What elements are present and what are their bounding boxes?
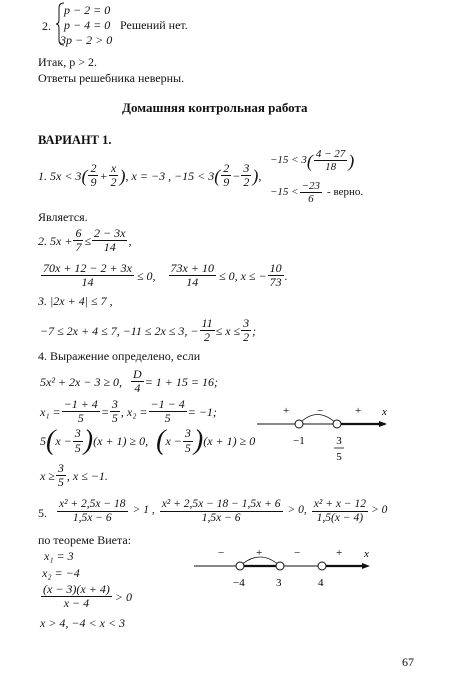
sign-plus: +	[283, 405, 290, 417]
page-heading: Домашняя контрольная работа	[122, 100, 308, 115]
paren-open: (	[81, 165, 88, 186]
p5-gt: > 0	[114, 589, 132, 604]
fraction: $\frac{6}{7}$	[75, 226, 82, 255]
p4-fb: x −	[55, 434, 72, 448]
sign-plus: +	[256, 547, 263, 559]
fraction: $\frac{-1 + 4}{5}$	[63, 397, 98, 426]
p3-a: −7 ≤ 2x + 4 ≤ 7, −11 ≤ 2x ≤ 3, −	[40, 323, 199, 338]
sign-minus: −	[218, 547, 225, 559]
problem-5-answer: x > 4, −4 < x < 3	[40, 616, 126, 630]
root-2: x₂ = −4	[42, 566, 80, 580]
x1-pre: x₁ =	[40, 404, 61, 419]
p4-gc: (x + 1) ≥ 0	[203, 434, 256, 448]
fraction: $\frac{4 - 27}{18}$	[315, 148, 346, 174]
p3-b: ≤ x ≤	[215, 323, 241, 338]
point-open	[295, 420, 303, 428]
vieta-line: по теореме Виета:	[38, 533, 132, 547]
fraction: $\frac{2}{9}$	[223, 161, 230, 190]
problem-1-result-2	[270, 180, 363, 205]
fraction: $\frac{(x - 3)(x + 4)}{x - 4}$	[43, 582, 110, 611]
fraction: $\frac{2 - 3x}{14}$	[94, 226, 126, 255]
ans-post: , x ≤ −1.	[66, 468, 108, 483]
p1-r2-pre: −15 <	[270, 186, 299, 199]
point-open	[318, 562, 326, 570]
paren-close: )	[119, 165, 126, 186]
fraction: $\frac{-1 - 4}{5}$	[150, 397, 185, 426]
point-open	[236, 562, 244, 570]
comma: ,	[128, 233, 132, 248]
variant-title: ВАРИАНТ 1.	[38, 133, 112, 147]
p2-t1: ≤ 0,	[136, 268, 156, 283]
system-eq-2: p − 4 = 0	[64, 18, 111, 32]
axis-var: x	[364, 548, 369, 560]
p2-pre: 2. 5x +	[38, 233, 73, 248]
number-line-1	[255, 400, 405, 472]
problem-4-factored	[40, 427, 255, 455]
paren-open: (	[214, 165, 221, 186]
p1-mid: , x = −3 , −15 < 3	[125, 168, 215, 183]
p4-quad: 5x² + 2x − 3 ≥ 0,	[40, 374, 123, 389]
x2-pre: , x₂ =	[120, 404, 148, 419]
root-1: x₁ = 3	[44, 549, 74, 563]
p4-fc: (x + 1) ≥ 0,	[93, 434, 149, 448]
paren-close: )	[83, 425, 94, 456]
fraction: $\frac{3}{5}$	[57, 461, 64, 490]
p1-r1-pre: −15 < 3	[270, 154, 307, 167]
equals: =	[100, 404, 109, 419]
sign-plus: +	[336, 547, 343, 559]
point-label-num: 3	[336, 435, 342, 447]
problem-5-fraction	[40, 583, 132, 610]
fraction: $\frac{70x + 12 - 2 + 3x}{14}$	[43, 261, 132, 290]
fraction: $\frac{3}{2}$	[243, 316, 250, 345]
problem-4-line-1: 4. Выражение определено, если	[38, 349, 201, 363]
coef: 5	[40, 434, 46, 448]
system-note: Решений нет.	[120, 18, 188, 32]
paren-open: (	[46, 425, 56, 456]
problem-4-line-2	[40, 368, 218, 395]
problem-2b-line-1	[38, 227, 131, 254]
problem-5-number: 5.	[38, 506, 47, 520]
fraction: $\frac{3}{5}$	[184, 426, 191, 455]
paren-close: )	[252, 165, 259, 186]
axis-var: x	[382, 406, 387, 418]
fraction: $\frac{2}{9}$	[90, 161, 97, 190]
p1-start: 1. 5x < 3	[38, 168, 82, 183]
conclusion-line: Итак, p > 2.	[38, 55, 97, 69]
semicolon: ;	[252, 323, 257, 338]
p5-t2: > 0,	[287, 504, 307, 517]
p2-t2: ≤ 0, x ≤ −	[218, 268, 267, 283]
p4-disc: = 1 + 15 = 16;	[144, 374, 218, 389]
fraction: $\frac{-23}{6}$	[301, 180, 321, 206]
problem-2-number: 2.	[42, 19, 51, 33]
p1-verdict: - верно.	[327, 186, 364, 199]
problem-3-line-2	[40, 317, 256, 344]
page-number: 67	[402, 655, 414, 669]
point-label: −4	[233, 577, 245, 589]
paren-open: (	[306, 150, 313, 171]
fraction: $\frac{D}{4}$	[133, 367, 142, 396]
p4-ga: x −	[165, 434, 182, 448]
answers-note: Ответы решебника неверны.	[38, 71, 185, 85]
problem-4-answer	[40, 462, 108, 489]
fraction: $\frac{\text{x² + 2,5x − 18 − 1,5x + 6}}{1,5x - 6}$	[161, 498, 281, 524]
point-label: 3	[276, 577, 282, 589]
system-eq-1: p − 2 = 0	[64, 3, 111, 17]
fraction: $\frac{\text{x² + 2,5x − 18}}{1,5x - 6}$	[59, 498, 126, 524]
sign-minus: −	[294, 547, 301, 559]
paren-close: )	[193, 425, 204, 456]
minus-sign: −	[232, 168, 241, 183]
p5-t3: > 0	[370, 504, 388, 517]
fraction: $\frac{3}{2}$	[243, 161, 250, 190]
problem-3-line-1: 3. |2x + 4| ≤ 7 ,	[38, 294, 113, 308]
problem-1-result-1	[270, 148, 354, 173]
sign-minus: −	[317, 405, 324, 417]
fraction: $\frac{3}{5}$	[111, 397, 118, 426]
sign-plus: +	[355, 405, 362, 417]
number-line-2	[190, 542, 380, 594]
problem-5-line	[56, 498, 387, 524]
fraction: $\frac{73x + 10}{14}$	[170, 261, 214, 290]
problem-4-roots	[40, 398, 217, 425]
comma: ,	[258, 168, 262, 183]
system-eq-3: 3p − 2 > 0	[60, 33, 113, 47]
fraction: $\frac{\text{x² + x − 12}}{1,5(x - 4)}$	[313, 498, 366, 524]
problem-2b-line-2	[40, 262, 288, 289]
period: .	[284, 268, 288, 283]
x2-post: = −1;	[187, 404, 217, 419]
point-open	[333, 420, 341, 428]
paren-open: (	[156, 425, 166, 456]
fraction: $\frac{11}{2}$	[201, 316, 213, 345]
point-label-den: 5	[336, 451, 342, 463]
plus-sign: +	[99, 168, 108, 183]
problem-1-line	[38, 162, 261, 189]
fraction: $\frac{x}{2}$	[110, 161, 117, 190]
point-label: −1	[293, 435, 305, 447]
point-label: 4	[318, 577, 324, 589]
paren-close: )	[348, 150, 355, 171]
point-open	[276, 562, 284, 570]
le-sign: ≤	[84, 233, 92, 248]
fraction: $\frac{10}{73}$	[269, 261, 282, 290]
ans-pre: x ≥	[40, 468, 55, 483]
fraction: $\frac{3}{5}$	[74, 426, 81, 455]
is-line: Является.	[38, 210, 88, 224]
p5-t1: > 1 ,	[132, 504, 155, 517]
